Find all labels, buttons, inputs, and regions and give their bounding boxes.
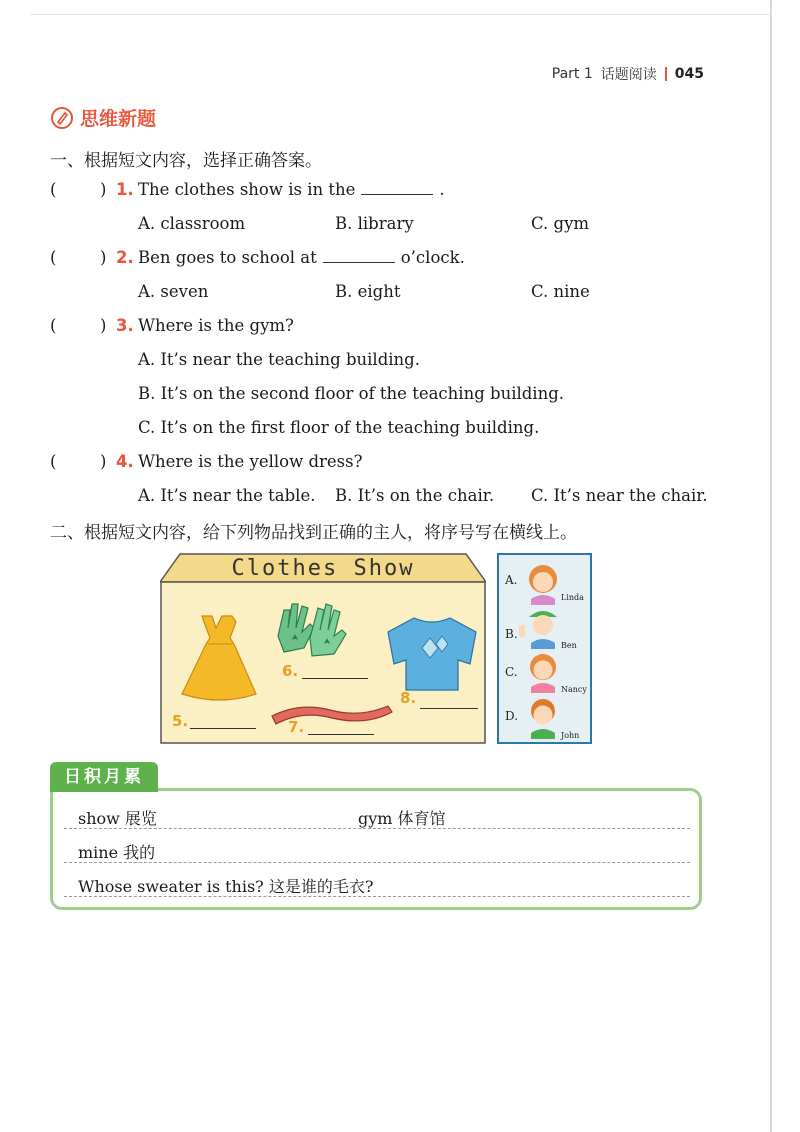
- dashed-divider: [64, 896, 690, 897]
- answer-paren-close: ): [100, 248, 107, 267]
- q2-option-c[interactable]: C. nine: [531, 282, 590, 301]
- person-letter-c: C.: [505, 665, 518, 679]
- person-name-ben: Ben: [561, 641, 577, 650]
- question-number: 1.: [116, 180, 134, 199]
- page-number: 045: [674, 66, 704, 82]
- answer-line-7[interactable]: [308, 734, 374, 735]
- answer-paren-open: (: [50, 180, 57, 199]
- q3-option-c[interactable]: C. It’s on the first floor of the teaching building.: [138, 418, 540, 437]
- page-header: [552, 64, 704, 84]
- answer-line-8[interactable]: [420, 708, 478, 709]
- q1-option-b[interactable]: B. library: [335, 214, 414, 233]
- vocab-show: show 展览: [78, 809, 157, 828]
- q1-option-a[interactable]: A. classroom: [138, 214, 246, 233]
- nancy-portrait: [530, 654, 556, 693]
- answer-paren-open: (: [50, 248, 57, 267]
- question-text: The clothes show is in the .: [138, 180, 445, 199]
- q4-option-c[interactable]: C. It’s near the chair.: [531, 486, 708, 505]
- dashed-divider: [64, 828, 690, 829]
- question-number: 3.: [116, 316, 134, 335]
- section-title: [50, 104, 156, 131]
- part1-heading: 一、根据短文内容，选择正确答案。: [50, 151, 322, 171]
- john-portrait: [531, 699, 555, 739]
- q3-option-b[interactable]: B. It’s on the second floor of the teaching building.: [138, 384, 565, 403]
- person-name-john: John: [561, 731, 580, 740]
- header-topic: 话题阅读: [600, 67, 657, 83]
- q2-option-b[interactable]: B. eight: [335, 282, 401, 301]
- answer-paren-close: ): [100, 452, 107, 471]
- page-edge: [770, 0, 772, 1132]
- answer-line-5[interactable]: [190, 728, 256, 729]
- answer-paren-open: (: [50, 452, 57, 471]
- item-number-6: 6.: [282, 662, 299, 680]
- q1-option-c[interactable]: C. gym: [531, 214, 590, 233]
- question-text: Ben goes to school at o’clock.: [138, 248, 465, 267]
- item-number-7: 7.: [288, 718, 305, 736]
- q4-option-b[interactable]: B. It’s on the chair.: [335, 486, 495, 505]
- person-letter-d: D.: [505, 709, 519, 723]
- pencil-circle-icon: [50, 106, 74, 130]
- vocab-gym: gym 体育馆: [358, 809, 446, 828]
- header-part: Part 1: [551, 66, 593, 82]
- q3-option-a[interactable]: A. It’s near the teaching building.: [138, 350, 420, 369]
- person-letter-b: B.: [505, 627, 518, 641]
- dashed-divider: [64, 862, 690, 863]
- question-text: Where is the yellow dress?: [138, 452, 363, 471]
- question-number: 2.: [116, 248, 134, 267]
- top-rule: [30, 14, 772, 15]
- ben-portrait: [519, 611, 557, 649]
- section-title-text: 思维新题: [80, 108, 157, 130]
- fill-blank[interactable]: [323, 250, 395, 263]
- part2-heading: 二、根据短文内容，给下列物品找到正确的主人，将序号写在横线上。: [50, 523, 577, 543]
- item-number-8: 8.: [400, 689, 417, 707]
- question-number: 4.: [116, 452, 134, 471]
- person-letter-a: A.: [505, 573, 518, 587]
- person-name-nancy: Nancy: [561, 685, 587, 694]
- q4-option-a[interactable]: A. It’s near the table.: [138, 486, 316, 505]
- answer-paren-close: ): [100, 316, 107, 335]
- vocabulary-tab: 日积月累: [50, 762, 158, 792]
- answer-paren-open: (: [50, 316, 57, 335]
- item-number-5: 5.: [172, 712, 189, 730]
- question-text: Where is the gym?: [138, 316, 294, 335]
- header-separator: [665, 67, 667, 81]
- linda-portrait: [529, 565, 557, 605]
- fill-blank[interactable]: [361, 182, 433, 195]
- answer-paren-close: ): [100, 180, 107, 199]
- show-title: Clothes Show: [231, 556, 415, 581]
- vocab-mine: mine 我的: [78, 843, 156, 862]
- q2-option-a[interactable]: A. seven: [138, 282, 209, 301]
- person-name-linda: Linda: [561, 593, 584, 602]
- vocab-whose-sweater: Whose sweater is this? 这是谁的毛衣?: [78, 877, 374, 896]
- people-panel: [497, 553, 592, 744]
- answer-line-6[interactable]: [302, 678, 368, 679]
